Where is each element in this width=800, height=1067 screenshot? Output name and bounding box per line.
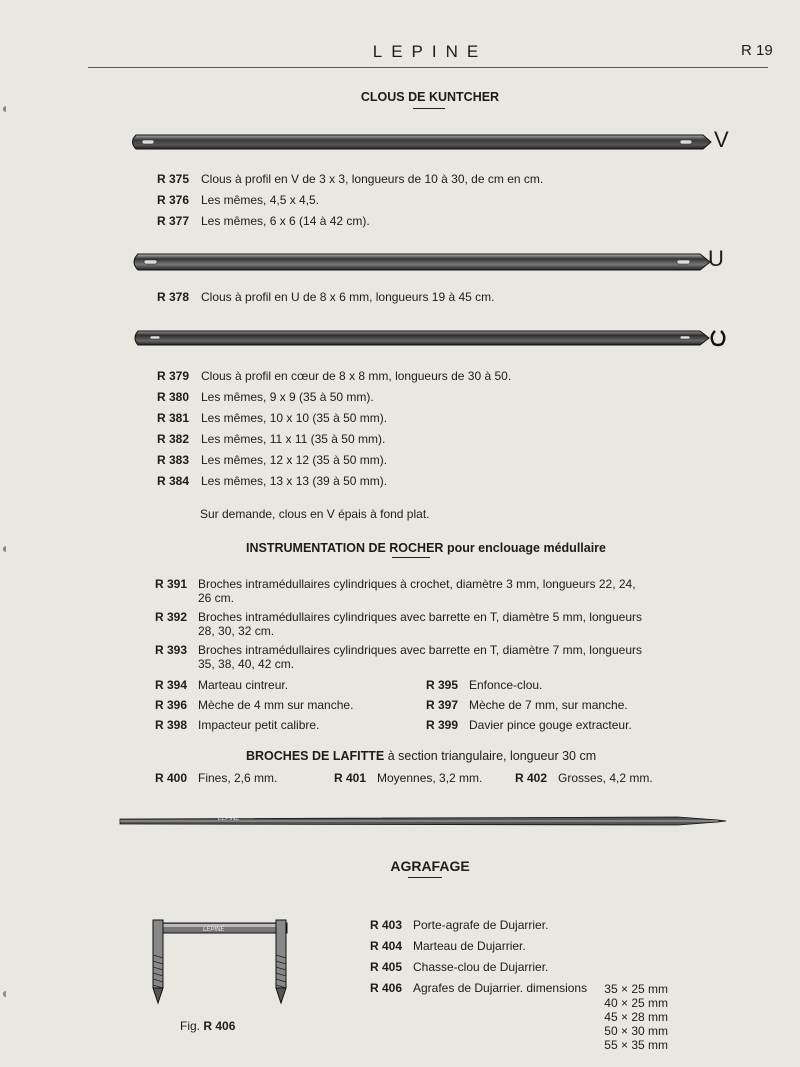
item-text: Marteau cintreur. [198,678,289,692]
section-title-lafitte [246,749,596,763]
list-item [155,577,715,610]
lafitte-item [334,771,482,785]
item-code: R 378 [157,290,190,304]
item-code: R 375 [157,172,190,186]
binding-hole-mark: ◖ [0,985,9,1001]
item-code: R 376 [157,193,190,207]
lafitte-pin-image [118,813,728,829]
item-text: Les mêmes, 10 x 10 (35 à 50 mm). [201,411,388,425]
list-item [155,698,353,718]
nail-u-profile-image [128,252,713,272]
list-item [155,643,715,676]
list-item [157,214,543,235]
item-text: Les mêmes, 13 x 13 (39 à 50 mm). [201,474,388,488]
dimension-value: 35 × 25 mm [604,982,668,996]
item-code: R 381 [157,411,190,425]
page-number: R 19 [741,42,773,59]
list-item [155,718,353,738]
list-item [370,939,587,960]
staple-dimensions [596,982,668,1052]
list-item [157,369,511,390]
item-text: Broches intramédullaires cylindriques à crochet, diamètre 3 mm, longueurs 22, 24, [198,577,636,591]
dimension-value: 50 × 30 mm [604,1024,668,1038]
item-code: R 405 [370,960,403,974]
item-code: R 400 [155,771,188,785]
item-text: Les mêmes, 12 x 12 (35 à 50 mm). [201,453,388,467]
list-group-2 [157,290,494,311]
item-code: R 403 [370,918,403,932]
heart-profile-icon [708,328,728,348]
nail-heart-profile-image [132,329,712,347]
binding-hole-mark: ◖ [0,540,9,556]
dimension-value: 45 × 28 mm [604,1010,668,1024]
item-code: R 401 [334,771,367,785]
section-title-rest: à section triangulaire, longueur 30 cm [387,749,597,763]
list-item [370,960,587,981]
item-text: Enfonce-clou. [469,678,543,692]
pin-engraving: LEPINE [218,816,240,822]
rocher-left-column [155,678,353,738]
list-item [157,193,543,214]
figure-caption [180,1019,235,1033]
header-brand: LEPINE [372,42,488,61]
list-item [157,432,511,453]
item-text-continued: 35, 38, 40, 42 cm. [198,657,295,671]
list-item [426,698,632,718]
profile-v-symbol: V [714,127,729,152]
item-text: Broches intramédullaires cylindriques avec barrette en T, diamètre 7 mm, longueurs [198,643,642,657]
item-code: R 382 [157,432,190,446]
section-title-kuntscher: CLOUS DE KUNTCHER [360,90,500,104]
item-text: Les mêmes, 11 x 11 (35 à 50 mm). [201,432,386,446]
figure-code: R 406 [203,1019,236,1033]
item-text: Chasse-clou de Dujarrier. [413,960,549,974]
item-code: R 379 [157,369,190,383]
nail-v-profile-image [128,132,713,152]
lafitte-item [515,771,653,785]
list-item [155,678,353,698]
item-text: Mèche de 4 mm sur manche. [198,698,354,712]
item-code: R 380 [157,390,190,404]
item-text: Clous à profil en cœur de 8 x 8 mm, longueurs de 30 à 50. [201,369,512,383]
section-title-bold: INSTRUMENTATION DE ROCHER [246,541,444,555]
list-item [370,981,587,1002]
item-code: R 383 [157,453,190,467]
item-text-continued: 28, 30, 32 cm. [198,624,275,638]
list-item [426,678,632,698]
item-text-continued: 26 cm. [198,591,235,605]
list-item [370,918,587,939]
section-title-bold: BROCHES DE LAFITTE [246,749,385,763]
list-item [155,610,715,643]
binding-hole-mark: ◖ [0,100,9,116]
item-text: Les mêmes, 4,5 x 4,5. [201,193,320,207]
item-text: Mèche de 7 mm, sur manche. [469,698,628,712]
title-underline [392,557,430,558]
list-group-1 [157,172,543,235]
dimension-value: 40 × 25 mm [604,996,668,1010]
list-group-3 [157,369,511,495]
title-underline [408,877,442,878]
item-code: R 404 [370,939,403,953]
item-text: Agrafes de Dujarrier. dimensions [413,981,588,995]
item-text: Marteau de Dujarrier. [413,939,526,953]
item-code: R 397 [426,698,459,712]
item-text: Broches intramédullaires cylindriques avec barrette en T, diamètre 5 mm, longueurs [198,610,642,624]
list-item [426,718,632,738]
item-text: Grosses, 4,2 mm. [558,771,653,785]
special-order-note: Sur demande, clous en V épais à fond plat. [200,507,430,521]
item-code: R 396 [155,698,188,712]
item-code: R 393 [155,643,188,657]
item-text: Moyennes, 3,2 mm. [377,771,483,785]
dimension-value: 55 × 35 mm [604,1038,668,1052]
staple-engraving: LEPINE [203,927,225,933]
agrafage-list [370,918,587,1002]
lafitte-item [155,771,277,785]
staple-figure-image [148,915,293,1007]
list-item [157,411,511,432]
figure-prefix: Fig. [180,1019,201,1033]
item-code: R 392 [155,610,188,624]
item-text: Les mêmes, 6 x 6 (14 à 42 cm). [201,214,370,228]
rocher-list [155,577,715,676]
item-text: Impacteur petit calibre. [198,718,320,732]
list-item [157,453,511,474]
item-code: R 406 [370,981,403,995]
item-text: Clous à profil en V de 3 x 3, longueurs de 10 à 30, de cm en cm. [201,172,544,186]
list-item [157,172,543,193]
item-code: R 399 [426,718,459,732]
section-title-rest: pour enclouage médullaire [446,541,607,555]
item-code: R 395 [426,678,459,692]
section-title-agrafage: AGRAFAGE [390,858,470,874]
item-text: Les mêmes, 9 x 9 (35 à 50 mm). [201,390,374,404]
section-title-rocher [246,541,606,555]
item-text: Porte-agrafe de Dujarrier. [413,918,549,932]
rocher-right-column [426,678,632,738]
list-item [157,390,511,411]
item-text: Davier pince gouge extracteur. [469,718,632,732]
item-code: R 402 [515,771,548,785]
item-code: R 398 [155,718,188,732]
item-code: R 384 [157,474,190,488]
profile-u-symbol: U [708,246,724,271]
item-code: R 394 [155,678,188,692]
item-text: Clous à profil en U de 8 x 6 mm, longueurs 19 à 45 cm. [201,290,495,304]
item-code: R 377 [157,214,190,228]
item-code: R 391 [155,577,188,591]
title-underline [413,108,445,109]
item-text: Fines, 2,6 mm. [198,771,278,785]
list-item [157,474,511,495]
header-divider [88,67,768,68]
list-item [157,290,494,311]
